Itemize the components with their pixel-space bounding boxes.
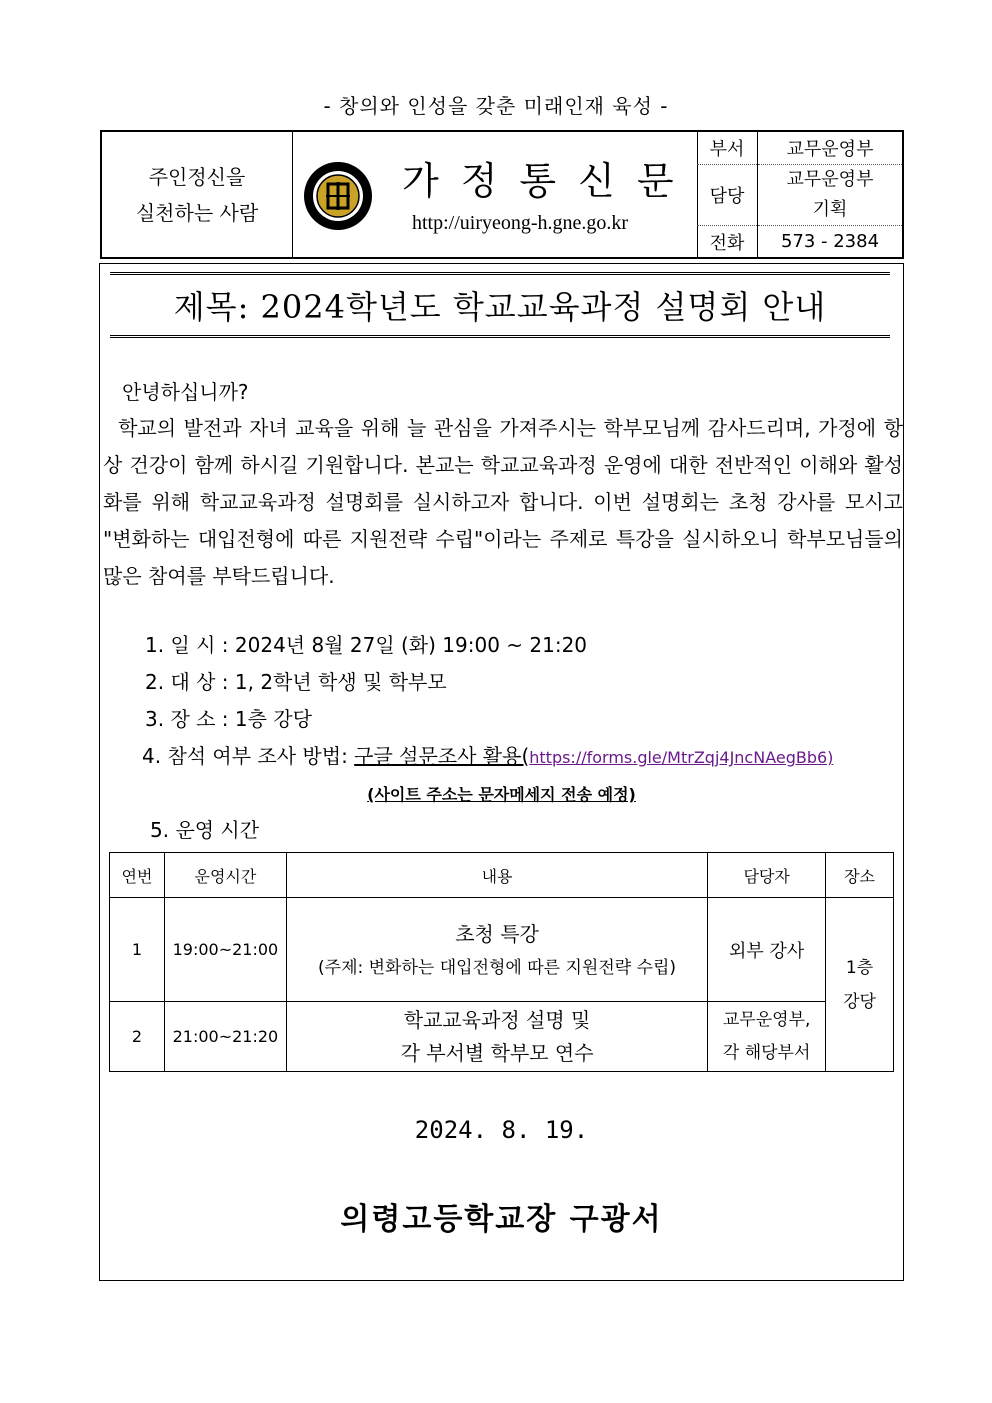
col-time: 운영시간 bbox=[164, 853, 286, 898]
slogan-line1: 주인정신을 bbox=[148, 164, 246, 189]
row-no: 2 bbox=[110, 1002, 165, 1072]
row-no: 1 bbox=[110, 898, 165, 1002]
newsletter-header bbox=[100, 130, 904, 259]
issue-date: 2024. 8. 19. bbox=[414, 1116, 589, 1144]
item-datetime: 1. 일 시 : 2024년 8월 27일 (화) 19:00 ~ 21:20 bbox=[145, 633, 588, 657]
content-main: 초청 특강 bbox=[455, 921, 539, 946]
newsletter-masthead bbox=[292, 132, 698, 257]
manager-value bbox=[758, 165, 903, 226]
row-time: 19:00~21:00 bbox=[164, 898, 286, 1002]
newsletter-title: 가정통신문 bbox=[402, 159, 696, 203]
table-row bbox=[110, 1002, 894, 1072]
school-url[interactable]: http://uiryeong-h.gne.go.kr bbox=[412, 212, 629, 234]
slogan-line2: 실천하는 사람 bbox=[135, 200, 259, 225]
body-paragraph: 학교의 발전과 자녀 교육을 위해 늘 관심을 가져주시는 학부모님께 감사드리며, 가정에 항상 건강이 함께 하시길 기원합니다. 본교는 학교교육과정 운영에 대한 전반적인 이해와 활성화를 위해 학교교육과정 설명회를 실시하고자 합니다. 이번 설명회는 초청 강사를 모시고 "변화하는 대입전형에 따른 지원전략 수립"이라는 주제로 특강을 실시하오니 학부모님들의 많은 참여를 부탁드립니다. bbox=[103, 416, 903, 588]
item-survey bbox=[142, 740, 833, 769]
row-owner bbox=[708, 1002, 826, 1072]
school-slogan bbox=[102, 132, 293, 257]
content-sub: (주제: 변화하는 대입전형에 따른 지원전략 수립) bbox=[318, 957, 677, 978]
item-location: 3. 장 소 : 1층 강당 bbox=[145, 707, 312, 731]
letter-body bbox=[99, 263, 904, 1281]
dept-value: 교무운영부 bbox=[758, 132, 903, 165]
greeting: 안녕하십니까? bbox=[122, 380, 249, 404]
phone-label: 전화 bbox=[697, 226, 758, 257]
owner-line1: 교무운영부, bbox=[722, 1009, 811, 1030]
principal-signature: 의령고등학교장 구광서 bbox=[340, 1202, 663, 1237]
school-logo bbox=[302, 160, 374, 232]
dept-label: 부서 bbox=[697, 132, 758, 165]
content-sub: 각 부서별 학부모 연수 bbox=[400, 1040, 594, 1065]
row-content bbox=[286, 1002, 707, 1072]
contact-table bbox=[697, 132, 902, 257]
manager-label: 담당 bbox=[697, 165, 758, 226]
table-row bbox=[110, 898, 894, 1002]
row-time: 21:00~21:20 bbox=[164, 1002, 286, 1072]
place-line1: 1층 bbox=[845, 957, 874, 978]
col-place: 장소 bbox=[826, 853, 894, 898]
survey-label: 4. 참석 여부 조사 방법: bbox=[142, 744, 355, 768]
survey-note: (사이트 주소는 문자메세지 전송 예정) bbox=[367, 785, 636, 804]
row-owner: 외부 강사 bbox=[708, 898, 826, 1002]
col-no: 연번 bbox=[110, 853, 165, 898]
item-schedule-heading: 5. 운영 시간 bbox=[150, 818, 260, 842]
row-place bbox=[826, 898, 894, 1072]
phone-value: 573 - 2384 bbox=[780, 231, 880, 253]
schedule-table bbox=[109, 852, 894, 1072]
row-content bbox=[286, 898, 707, 1002]
letter-title: 제목: 2024학년도 학교교육과정 설명회 안내 bbox=[110, 272, 890, 338]
col-content: 내용 bbox=[286, 853, 707, 898]
survey-method: 구글 설문조사 활용( bbox=[354, 744, 530, 768]
manager-dept: 교무운영부 bbox=[786, 169, 874, 191]
owner-line2: 각 해당부서 bbox=[722, 1042, 811, 1063]
school-motto: - 창의와 인성을 갖춘 미래인재 육성 - bbox=[323, 94, 669, 118]
content-main: 학교교육과정 설명 및 bbox=[403, 1007, 591, 1032]
place-line2: 강당 bbox=[843, 991, 876, 1012]
manager-role: 기획 bbox=[812, 199, 848, 221]
item-target: 2. 대 상 : 1, 2학년 학생 및 학부모 bbox=[145, 670, 447, 694]
col-owner: 담당자 bbox=[708, 853, 826, 898]
survey-link[interactable]: https://forms.gle/MtrZqj4JncNAegBb6) bbox=[529, 748, 834, 767]
